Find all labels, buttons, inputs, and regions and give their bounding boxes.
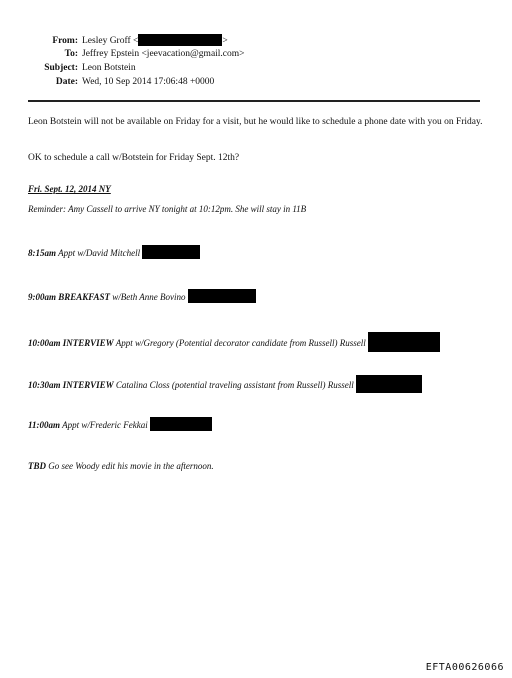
schedule-item xyxy=(28,417,212,431)
schedule-date-heading xyxy=(28,183,111,195)
from-label: From: xyxy=(52,36,78,46)
header-to-row xyxy=(0,48,245,60)
item-text: Appt w/Frederic Fekkai xyxy=(60,420,150,430)
date-value: Wed, 10 Sep 2014 17:06:48 +0000 xyxy=(82,77,215,87)
item-text: Appt w/David Mitchell xyxy=(56,248,143,258)
item-time: 9:00am BREAKFAST xyxy=(28,292,110,302)
item-time: TBD xyxy=(28,461,46,471)
redaction-box xyxy=(368,332,440,352)
item-text: w/Beth Anne Bovino xyxy=(109,292,188,302)
header-from-row xyxy=(0,34,228,47)
item-time: 10:00am INTERVIEW xyxy=(28,338,114,348)
schedule-item xyxy=(28,460,214,472)
redaction-box xyxy=(142,245,200,259)
body-paragraph-1: Leon Botstein will not be available on Friday for a visit, but he would like to schedule a phone date with you on Friday. xyxy=(28,117,483,127)
item-text: Catalina Closs (potential traveling assistant from Russell) Russell xyxy=(113,380,357,390)
header-divider xyxy=(28,100,480,102)
subject-value: Leon Botstein xyxy=(82,63,136,73)
to-value: Jeffrey Epstein <jeevacation@gmail.com> xyxy=(82,49,245,59)
schedule-item xyxy=(28,375,422,393)
document-id: EFTA00626066 xyxy=(425,662,504,673)
redaction-box xyxy=(356,375,422,393)
to-label: To: xyxy=(64,49,78,59)
schedule-date-text: Fri. Sept. 12, 2014 NY xyxy=(28,184,111,194)
redaction-box xyxy=(188,289,256,303)
from-value: Lesley Groff < xyxy=(82,36,139,46)
header-subject-row xyxy=(0,62,136,74)
item-time: 11:00am xyxy=(28,420,61,430)
date-label: Date: xyxy=(55,77,78,87)
subject-label: Subject: xyxy=(44,63,78,73)
from-close: > xyxy=(222,36,228,46)
schedule-reminder: Reminder: Amy Cassell to arrive NY tonight at 10:12pm. She will stay in 11B xyxy=(28,204,307,214)
item-text: Appt w/Gregory (Potential decorator candidate from Russell) Russell xyxy=(113,338,368,348)
item-time: 8:15am xyxy=(28,248,56,258)
item-time: 10:30am INTERVIEW xyxy=(28,380,114,390)
header-date-row xyxy=(0,76,214,88)
item-text: Go see Woody edit his movie in the afternoon. xyxy=(46,461,214,471)
schedule-item xyxy=(28,245,200,259)
redaction-box xyxy=(138,34,222,46)
schedule-item xyxy=(28,289,256,303)
body-paragraph-2: OK to schedule a call w/Botstein for Friday Sept. 12th? xyxy=(28,153,240,163)
redaction-box xyxy=(150,417,212,431)
schedule-item xyxy=(28,332,440,352)
